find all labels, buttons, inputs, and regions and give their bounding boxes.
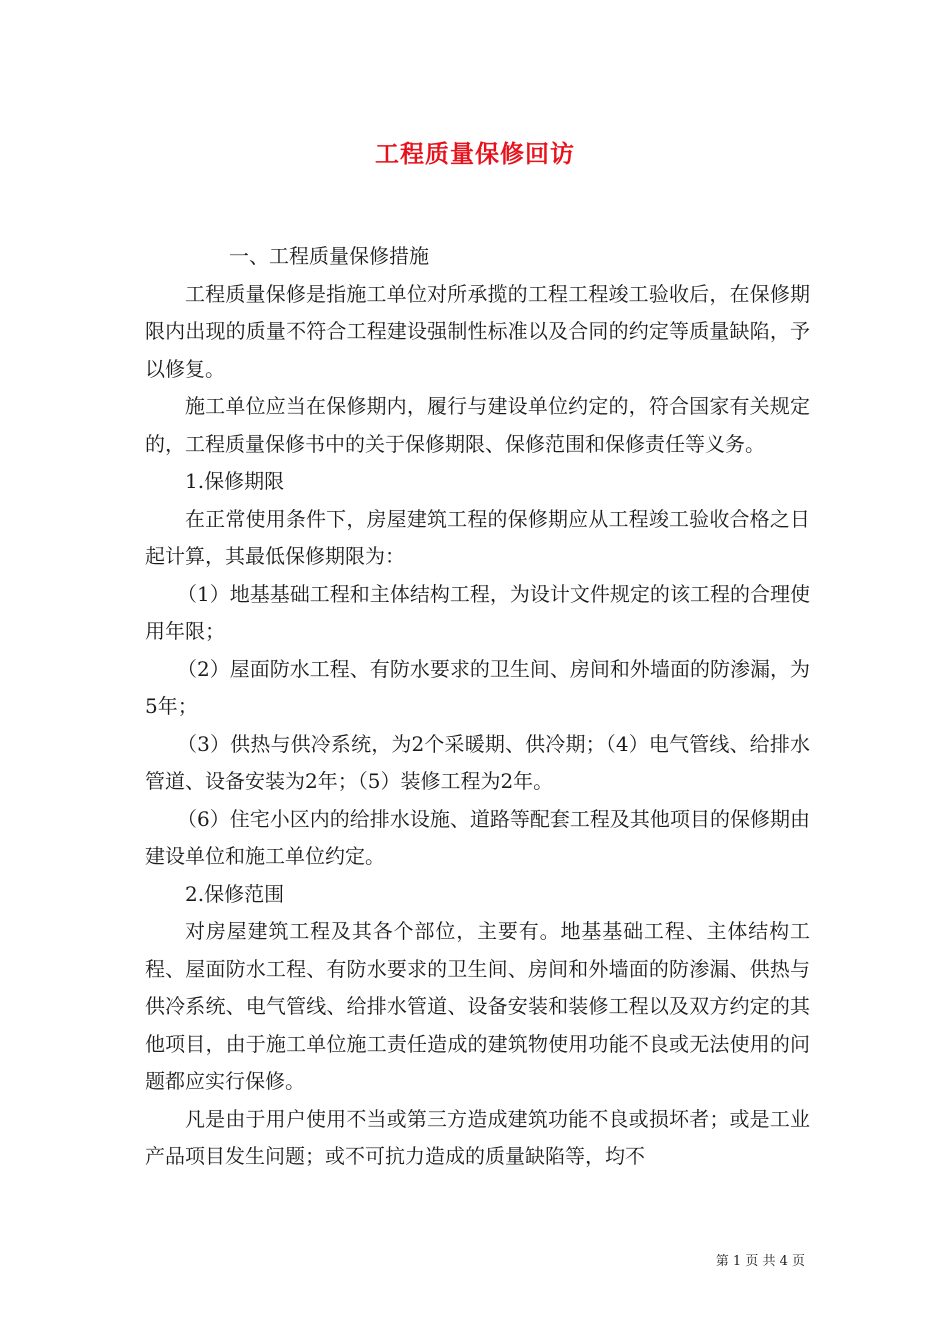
page-number: 第 1 页 共 4 页	[715, 1254, 805, 1269]
list-item: （3）供热与供冷系统，为2个采暖期、供冷期；（4）电气管线、给排水管道、设备安装为2年；（5）装修工程为2年。	[145, 731, 810, 793]
paragraph: 对房屋建筑工程及其各个部位，主要有。地基基础工程、主体结构工程、屋面防水工程、有防水要求的卫生间、房间和外墙面的防渗漏、供热与供冷系统、电气管线、给排水管道、设备安装和装修工程以及双方约定的其他项目，由于施工单位施工责任造成的建筑物使用功能不良或无法使用的问题都应实行保修。	[145, 919, 810, 1093]
list-item: （1）地基基础工程和主体结构工程，为设计文件规定的该工程的合理使用年限；	[145, 581, 810, 643]
paragraph: 凡是由于用户使用不当或第三方造成建筑功能不良或损坏者；或是工业产品项目发生问题；或不可抗力造成的质量缺陷等，均不	[145, 1106, 810, 1168]
document-body	[145, 238, 810, 1176]
paragraph: 施工单位应当在保修期内，履行与建设单位约定的，符合国家有关规定的，工程质量保修书中的关于保修期限、保修范围和保修责任等义务。	[145, 394, 810, 456]
list-item: （2）屋面防水工程、有防水要求的卫生间、房间和外墙面的防渗漏，为5年；	[145, 656, 810, 718]
paragraph: 在正常使用条件下，房屋建筑工程的保修期应从工程竣工验收合格之日起计算，其最低保修期限为：	[145, 506, 810, 568]
section-heading: 一、工程质量保修措施	[229, 244, 429, 268]
paragraph: 工程质量保修是指施工单位对所承揽的工程工程竣工验收后，在保修期限内出现的质量不符合工程建设强制性标准以及合同的约定等质量缺陷，予以修复。	[145, 281, 810, 381]
subsection-heading: 2.保修范围	[185, 881, 285, 906]
document-title: 工程质量保修回访	[375, 139, 575, 168]
subsection-heading: 1.保修期限	[185, 469, 285, 493]
list-item: （6）住宅小区内的给排水设施、道路等配套工程及其他项目的保修期由建设单位和施工单位约定。	[145, 806, 810, 868]
